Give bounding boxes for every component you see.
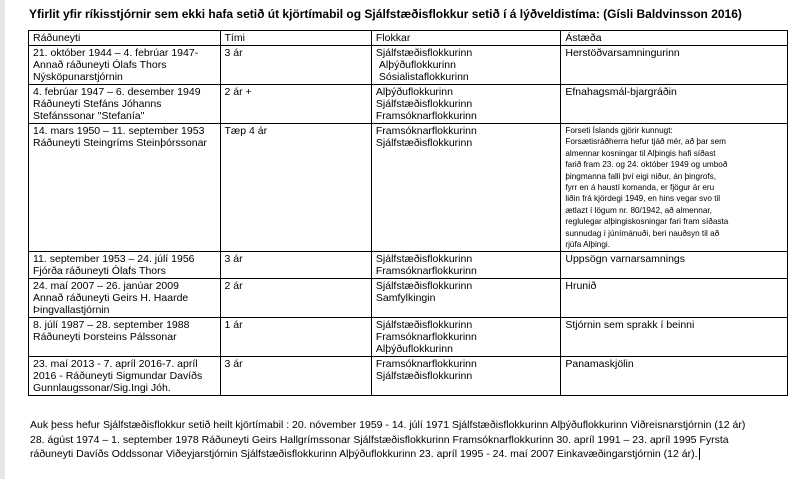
cell-raduneyti — [29, 46, 221, 85]
cell-line: ætlazt í lögum nr. 80/1942, að almennar, — [565, 205, 712, 215]
text-cursor — [699, 448, 700, 460]
cell-line: 2 ár + — [224, 86, 252, 98]
cell-line: Framsóknarflokkurinn — [375, 331, 477, 344]
table-row — [29, 85, 788, 124]
cell-line: farið fram 23. og 24. október 1949 og umboð — [565, 160, 728, 170]
cell-line: 14. mars 1950 – 11. september 1953 — [33, 125, 205, 137]
cell-line: sunnudag í júnímánuði, beri nauðsyn til að — [565, 228, 720, 238]
cell-line: Stjórnin sem sprakk í beinni — [565, 319, 695, 332]
cell-line: Sjálfstæðisflokkurinn — [375, 98, 473, 110]
cell-line: Forseti Íslands gjörir kunnugt: — [565, 126, 673, 135]
cell-line: Alþýðuflokkurinn — [378, 59, 456, 71]
cell-flokkar — [371, 46, 560, 85]
footer-paragraph — [30, 418, 790, 462]
document-title: Yfirlit yfir ríkisstjórnir sem ekki hafa setið út kjörtímabil og Sjálfstæðisflokkur setið í á lýðveldistíma: (Gísli Baldvinsson 2016) — [29, 7, 742, 21]
cell-line: Þingvallastjórnin — [33, 304, 110, 317]
cell-line: Ráðuneyti Steingríms Steinþórssonar — [33, 137, 207, 149]
cell-line: 3 ár — [224, 358, 243, 371]
cell-line: Samfylkingin — [375, 292, 436, 305]
table-row — [29, 46, 788, 85]
cell-raduneyti — [29, 85, 221, 124]
footer-line-last — [30, 447, 790, 462]
cell-astaeda — [561, 279, 788, 318]
cell-line: Framsóknarflokkurinn — [375, 358, 477, 371]
cell-line: Framsóknarflokkurinn — [375, 265, 477, 278]
cell-flokkar — [371, 279, 560, 318]
table-row — [29, 252, 788, 279]
cell-line: 11. september 1953 – 24. júlí 1956 — [33, 253, 195, 266]
governments-table — [28, 30, 788, 396]
cell-timi — [220, 85, 371, 124]
cell-line: fyrr en á haustí komanda, er fjögur ár eru — [565, 183, 715, 193]
cell-line: 2 ár — [224, 280, 243, 293]
cell-line: Alþýðuflokkurinn — [375, 86, 453, 98]
cell-line: Efnahagsmál-bjargráðin — [565, 86, 677, 98]
cell-raduneyti — [29, 124, 221, 252]
cell-flokkar — [371, 85, 560, 124]
cell-line: Nýsköpunarstjórnin — [33, 71, 123, 83]
cell-line: 4. febrúar 1947 – 6. desember 1949 — [33, 86, 201, 98]
table-row — [29, 318, 788, 357]
cell-astaeda — [561, 318, 788, 357]
cell-astaeda — [561, 46, 788, 85]
cell-line: Ráðuneyti Stefáns Jóhanns — [33, 98, 162, 110]
cell-line: 21. október 1944 – 4. febrúar 1947- — [33, 47, 199, 59]
cell-line: 3 ár — [224, 47, 243, 59]
header-raduneyti: Ráðuneyti — [29, 31, 221, 46]
cell-line: reglulegar alþingiskosningar fari fram síðasta — [565, 217, 729, 227]
cell-timi — [220, 279, 371, 318]
cell-raduneyti — [29, 357, 221, 396]
cell-raduneyti — [29, 279, 221, 318]
table-row — [29, 124, 788, 252]
cell-timi — [220, 318, 371, 357]
footer-line: Auk þess hefur Sjálfstæðisflokkur setið heilt kjörtímabil : 20. nóvember 1959 - 14. júlí 1971 Sjálfstæðisflokkurinn Alþýðuflokkurinn Viðreisnarstjórnin (12 ár) — [30, 419, 746, 431]
table-row — [29, 357, 788, 396]
cell-line: 24. maí 2007 – 26. janúar 2009 — [33, 280, 179, 293]
footer-line: ráðuneyti Davíðs Oddssonar Viðeyjarstjórnin Sjálfstæðisflokkurinn Alþýðuflokkurinn 23. apríl 1995 - 24. maí 2007 Einkavæðingarstjórnin (12 ár). — [30, 448, 698, 460]
cell-line: Sjálfstæðisflokkurinn — [375, 47, 473, 59]
cell-line: Ráðuneyti Þorsteins Pálssonar — [33, 331, 177, 344]
cell-line: Alþýðuflokkurinn — [375, 343, 453, 356]
cell-raduneyti — [29, 252, 221, 279]
cell-timi — [220, 124, 371, 252]
header-flokkar: Flokkar — [371, 31, 560, 46]
cell-line: Framsóknarflokkurinn — [375, 110, 477, 122]
table-header-row — [29, 31, 788, 46]
window-left-edge — [0, 0, 5, 479]
table-row — [29, 279, 788, 318]
cell-astaeda — [561, 85, 788, 124]
cell-line: Framsóknarflokkurinn — [375, 125, 477, 137]
cell-timi — [220, 357, 371, 396]
cell-line: Annað ráðuneyti Ólafs Thors — [33, 59, 167, 71]
cell-flokkar — [371, 357, 560, 396]
cell-line: 1 ár — [224, 319, 243, 332]
cell-line: þingmanna falli því eigi niður, án þingrofs, — [565, 171, 717, 181]
cell-line: Sósialistaflokkurinn — [378, 71, 469, 83]
cell-line: Fjórða ráðuneyti Ólafs Thors — [33, 265, 166, 278]
cell-line: Gunnlaugssonar/Sig.Ingi Jóh. — [33, 382, 171, 395]
cell-flokkar — [371, 318, 560, 357]
cell-line: 23. maí 2013 - 7. apríl 2016-7. apríl — [33, 358, 198, 371]
cell-line: Sjálfstæðisflokkurinn — [375, 370, 473, 383]
cell-astaeda — [561, 124, 788, 252]
cell-line: Hrunið — [565, 280, 597, 293]
cell-line: 8. júlí 1987 – 28. september 1988 — [33, 319, 190, 332]
header-timi: Tími — [220, 31, 371, 46]
cell-line: Stefánssonar "Stefanía" — [33, 110, 145, 122]
cell-line: almennar kosningar til Alþingis hafi síðast — [565, 148, 716, 158]
cell-flokkar — [371, 124, 560, 252]
cell-line: Sjálfstæðisflokkurinn — [375, 253, 473, 266]
cell-line: liðin frá kjördegi 1949, en hins vegar svo til — [565, 194, 721, 204]
cell-line: Forsætisráðherra hefur tjáð mér, að þar sem — [565, 137, 727, 147]
cell-line: Herstöðvarsamningurinn — [565, 47, 680, 59]
cell-line: Sjálfstæðisflokkurinn — [375, 280, 473, 293]
cell-timi — [220, 46, 371, 85]
cell-timi — [220, 252, 371, 279]
cell-flokkar — [371, 252, 560, 279]
footer-line: 28. ágúst 1974 – 1. september 1978 Ráðuneyti Geirs Hallgrímssonar Sjálfstæðisflokkurinn Framsóknarflokkurinn 30. apríl 1991 – 23. apríl 1995 Fyrsta — [30, 433, 729, 446]
cell-line: Tæp 4 ár — [224, 125, 268, 137]
cell-line: 2016 - Ráðuneyti Sigmundar Davíðs — [33, 370, 203, 383]
cell-raduneyti — [29, 318, 221, 357]
header-astaeda: Ástæða — [561, 31, 788, 46]
cell-line: Annað ráðuneyti Geirs H. Haarde — [33, 292, 189, 305]
cell-line: Panamaskjölin — [565, 358, 634, 371]
cell-line: 3 ár — [224, 253, 243, 266]
cell-astaeda — [561, 252, 788, 279]
cell-astaeda — [561, 357, 788, 396]
cell-line: Sjálfstæðisflokkurinn — [375, 319, 473, 332]
cell-line: rjúfa Alþingi. — [565, 240, 610, 250]
cell-line: Uppsögn varnarsamnings — [565, 253, 686, 266]
cell-line: Sjálfstæðisflokkurinn — [375, 137, 473, 149]
